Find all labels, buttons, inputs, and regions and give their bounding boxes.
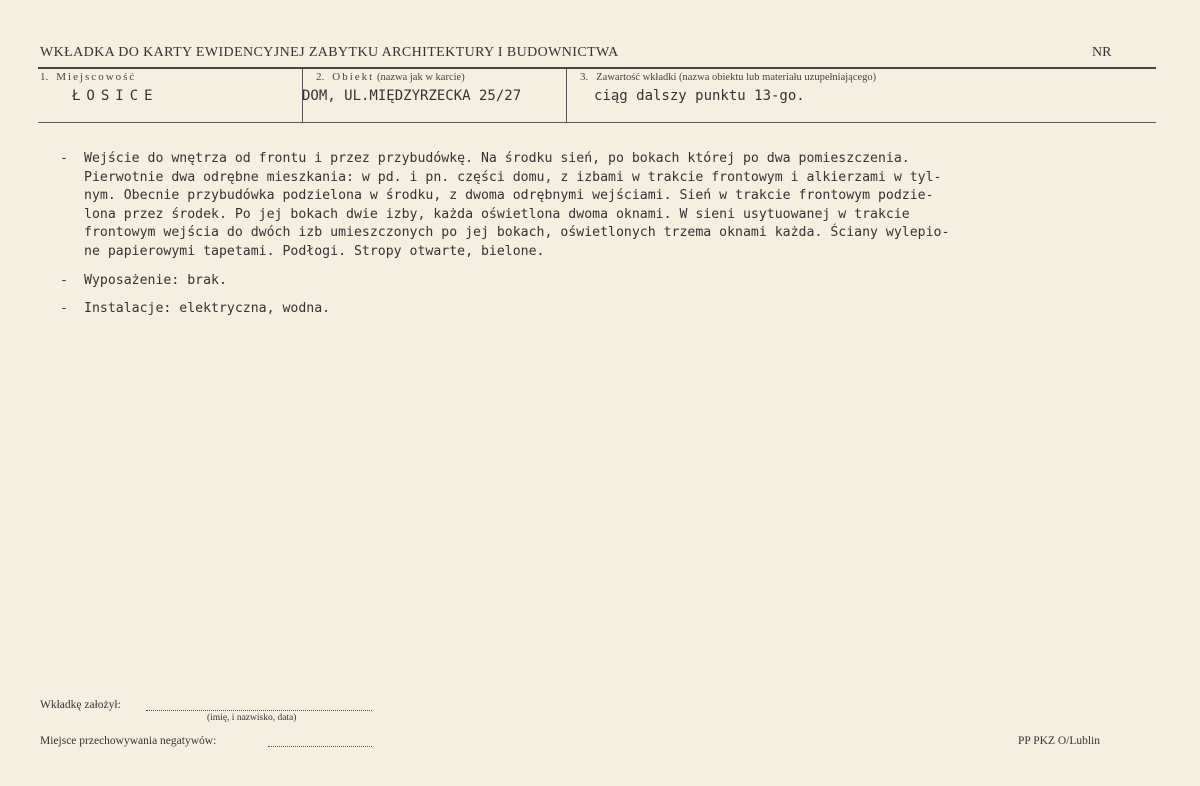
nr-label: NR [1092, 45, 1112, 60]
negatives-location-label: Miejsce przechowywania negatywów: [40, 735, 217, 747]
text-line: Pierwotnie dwa odrębne mieszkania: w pd. i pn. części domu, z izbami w trakcie frontowym i alkierzami w tyl- [84, 169, 942, 185]
founded-by-label: Wkładkę założył: [40, 699, 121, 711]
bullet-dash: - [60, 151, 68, 166]
text-line: Instalacje: elektryczna, wodna. [84, 301, 331, 317]
field-2-label [316, 71, 465, 83]
locality-value: ŁOSICE [72, 88, 159, 104]
bullet-dash: - [60, 272, 68, 288]
founded-by-line [146, 710, 372, 711]
field-3-number: 3. [580, 71, 589, 83]
bullet-dash: - [60, 301, 68, 317]
field-2-number: 2. [316, 71, 325, 83]
description-paragraph [60, 150, 1160, 262]
text-line: ne papierowymi tapetami. Podłogi. Stropy otwarte, bielone. [84, 243, 545, 259]
field-1-number: 1. [40, 71, 49, 83]
header-rule-bottom [38, 122, 1156, 123]
founded-by-hint: (imię, i nazwisko, data) [207, 713, 297, 723]
field-divider-2 [566, 69, 567, 122]
organization-stamp: PP PKZ O/Lublin [1018, 735, 1101, 747]
negatives-location-line [268, 746, 372, 747]
text-line: frontowym wejścia do dwóch izb umieszczonych po jej bokach, oświetlonych trzema oknami każda. Ściany wylepio- [84, 225, 950, 241]
equipment-paragraph [60, 272, 1160, 291]
field-3-name: Zawartość wkładki (nazwa obiektu lub materiału uzupełniającego) [596, 72, 877, 83]
object-value: DOM, UL.MIĘDZYRZECKA 25/27 [302, 88, 522, 104]
text-line: Wejście do wnętrza od frontu i przez przybudówkę. Na środku sień, po bokach której po dwa pomieszczenia. [84, 151, 910, 166]
text-line: Wyposażenie: brak. [84, 272, 227, 288]
field-1-label [40, 71, 136, 83]
insert-content-value: ciąg dalszy punktu 13-go. [594, 88, 805, 104]
field-3-label [580, 71, 876, 83]
field-2-name: Obiekt [332, 71, 375, 83]
text-line: lona przez środek. Po jej bokach dwie izby, każda oświetlona dwoma oknami. W sieni usytuowanej w trakcie [84, 206, 910, 222]
description-body [60, 150, 1160, 319]
form-title: WKŁADKA DO KARTY EWIDENCYJNEJ ZABYTKU ARCHITEKTURY I BUDOWNICTWA [40, 45, 619, 60]
field-1-name: Miejscowość [56, 71, 137, 83]
header-rule-top [38, 67, 1156, 69]
field-2-hint: (nazwa jak w karcie) [376, 72, 465, 83]
text-line: nym. Obecnie przybudówka podzielona w środku, z dwoma odrębnymi wejściami. Sień w trakcie frontowym podzie- [84, 188, 934, 204]
installations-paragraph [60, 300, 1160, 319]
